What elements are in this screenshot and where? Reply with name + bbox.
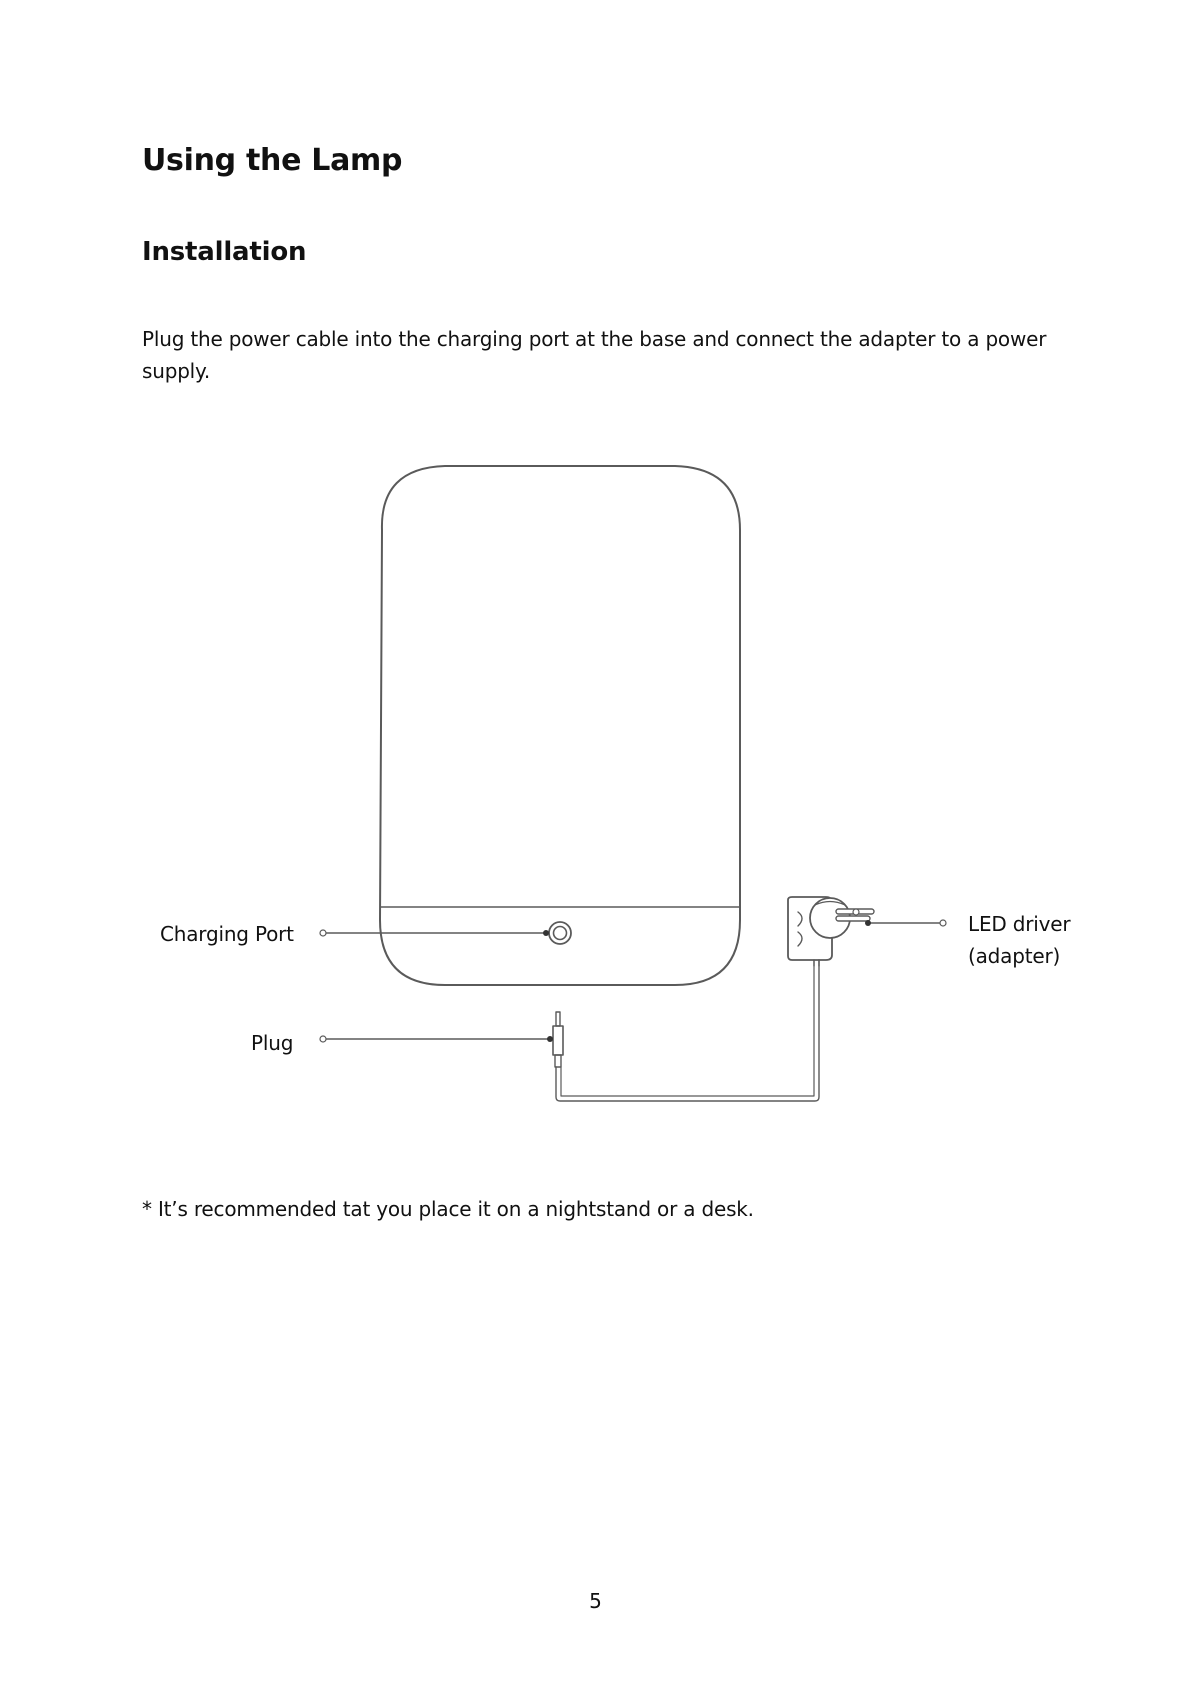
adapter-label-line-1: LED driver — [968, 912, 1071, 936]
lamp-body-outline — [380, 466, 740, 985]
plug-head — [553, 1026, 563, 1055]
power-cable — [556, 960, 819, 1101]
placement-footnote: * It’s recommended tat you place it on a nightstand or a desk. — [142, 1197, 754, 1221]
adapter-prong-1 — [836, 909, 874, 914]
adapter-housing — [788, 897, 832, 960]
plug-callout — [320, 1036, 553, 1042]
plug-illustration — [553, 1012, 563, 1067]
lamp-illustration — [380, 466, 740, 985]
adapter-label — [968, 908, 1070, 972]
plug-pin — [556, 1012, 560, 1026]
charging-port-callout — [320, 930, 549, 936]
adapter-label-line-2: (adapter) — [968, 944, 1061, 968]
plug-label: Plug — [251, 1031, 294, 1055]
page-number: 5 — [589, 1589, 602, 1613]
adapter-socket-rim — [815, 902, 845, 906]
adapter-prong-tip — [853, 909, 859, 915]
installation-instructions: Plug the power cable into the charging port at the base and connect the adapter to a power supply. — [142, 327, 1047, 383]
power-cable-inner — [561, 960, 814, 1096]
adapter-illustration — [788, 897, 874, 966]
adapter-cable-exit — [814, 960, 819, 966]
section-title: Installation — [142, 237, 307, 267]
adapter-socket-disc — [810, 898, 850, 938]
plug-neck — [555, 1055, 561, 1067]
adapter-clip — [798, 912, 802, 946]
charging-port-label: Charging Port — [160, 922, 294, 946]
page-title: Using the Lamp — [142, 143, 403, 178]
charging-port-icon — [549, 922, 571, 944]
adapter-prong-2 — [836, 916, 870, 921]
adapter-callout — [865, 920, 946, 926]
